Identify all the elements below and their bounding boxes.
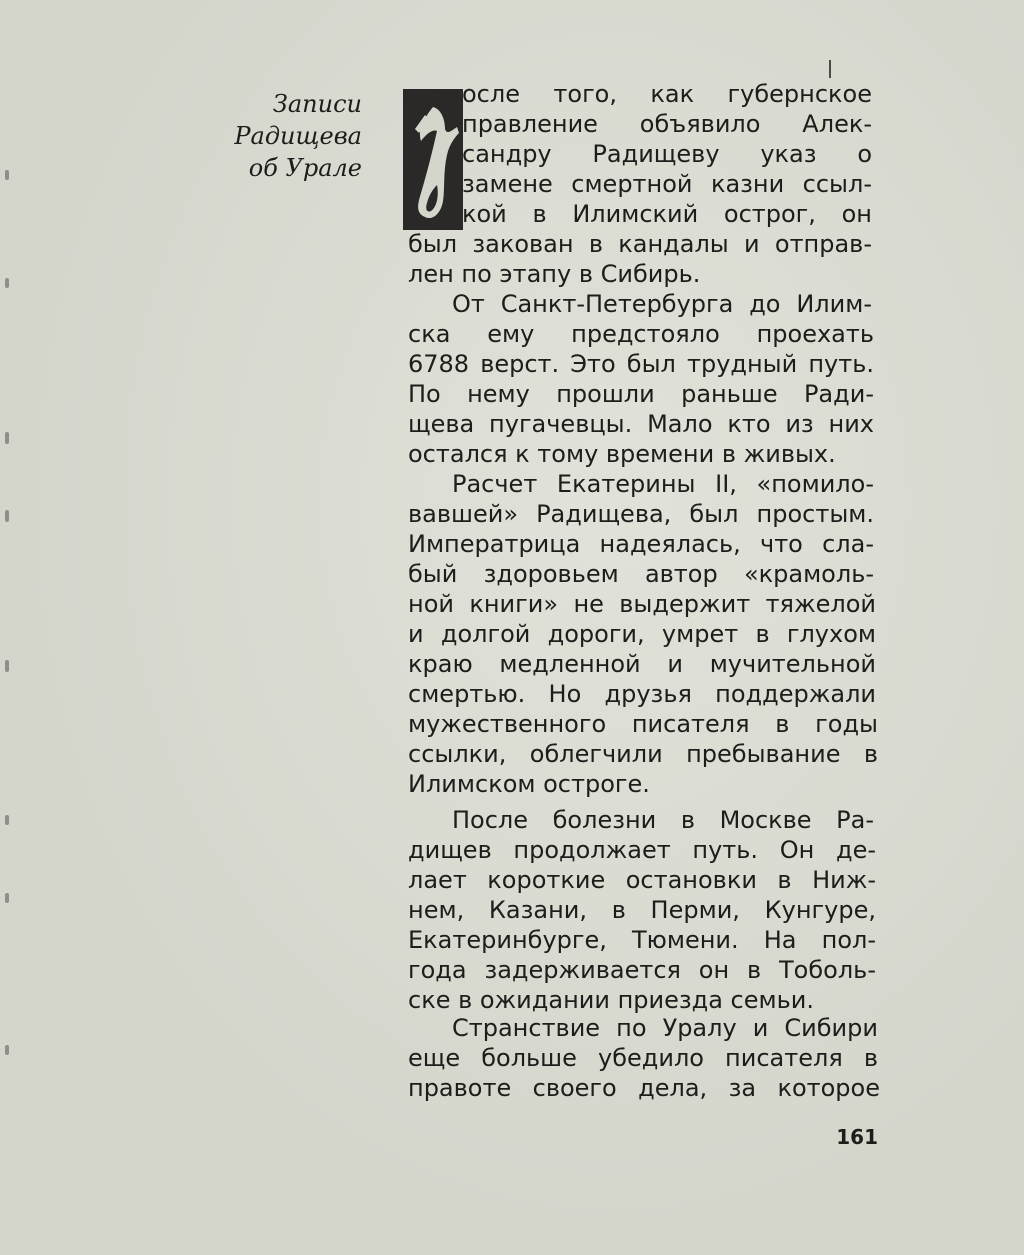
text-line: был закован в кандалы и отправ- bbox=[408, 230, 872, 258]
text-line: сандру Радищеву указ о bbox=[462, 140, 872, 168]
binding-mark bbox=[5, 432, 9, 444]
text-line: От Санкт-Петербурга до Илим- bbox=[452, 290, 872, 318]
text-line: дищев продолжает путь. Он де- bbox=[408, 836, 876, 864]
text-line: лает короткие остановки в Ниж- bbox=[408, 866, 876, 894]
text-line: краю медленной и мучительной bbox=[408, 650, 876, 678]
text-line: правоте своего дела, за которое bbox=[408, 1074, 880, 1102]
binding-mark bbox=[5, 170, 9, 180]
text-line: остался к тому времени в живых. bbox=[408, 440, 836, 468]
page-number: 161 bbox=[836, 1125, 878, 1149]
text-line: ной книги» не выдержит тяжелой bbox=[408, 590, 876, 618]
binding-mark bbox=[5, 815, 9, 825]
text-line: мужественного писателя в годы bbox=[408, 710, 878, 738]
text-line: правление объявило Алек- bbox=[462, 110, 872, 138]
section-heading-line: Записи bbox=[272, 90, 362, 118]
section-heading-line: Радищева bbox=[234, 122, 362, 150]
text-line: года задерживается он в Тоболь- bbox=[408, 956, 876, 984]
text-line: щева пугачевцы. Мало кто из них bbox=[408, 410, 874, 438]
text-line: и долгой дороги, умрет в глухом bbox=[408, 620, 876, 648]
text-line: вавшей» Радищева, был простым. bbox=[408, 500, 874, 528]
text-line: Императрица надеялась, что сла- bbox=[408, 530, 874, 558]
binding-mark bbox=[5, 510, 9, 522]
text-line: кой в Илимский острог, он bbox=[462, 200, 872, 228]
text-line: лен по этапу в Сибирь. bbox=[408, 260, 701, 288]
text-line: По нему прошли раньше Ради- bbox=[408, 380, 874, 408]
text-line: Расчет Екатерины II, «помило- bbox=[452, 470, 874, 498]
text-line: ске в ожидании приезда семьи. bbox=[408, 986, 814, 1014]
text-line: смертью. Но друзья поддержали bbox=[408, 680, 876, 708]
section-heading-line: об Урале bbox=[248, 154, 362, 182]
text-line: После болезни в Москве Ра- bbox=[452, 806, 874, 834]
text-line: бый здоровьем автор «крамоль- bbox=[408, 560, 874, 588]
text-line: Странствие по Уралу и Сибири bbox=[452, 1014, 878, 1042]
text-line: замене смертной казни ссыл- bbox=[462, 170, 872, 198]
binding-mark bbox=[5, 278, 9, 288]
text-line: еще больше убедило писателя в bbox=[408, 1044, 878, 1072]
section-heading bbox=[190, 88, 362, 184]
print-mark bbox=[829, 60, 831, 78]
text-line: осле того, как губернское bbox=[462, 80, 872, 108]
text-line: ссылки, облегчили пребывание в bbox=[408, 740, 878, 768]
text-line: Екатеринбурге, Тюмени. На пол- bbox=[408, 926, 876, 954]
text-line: Илимском остроге. bbox=[408, 770, 650, 798]
text-line: 6788 верст. Это был трудный путь. bbox=[408, 350, 874, 378]
binding-mark bbox=[5, 893, 9, 903]
binding-mark bbox=[5, 1045, 9, 1055]
text-line: нем, Казани, в Перми, Кунгуре, bbox=[408, 896, 876, 924]
text-line: ска ему предстояло проехать bbox=[408, 320, 874, 348]
binding-mark bbox=[5, 660, 9, 672]
dropcap-initial bbox=[403, 89, 463, 230]
dropcap-letter-icon bbox=[403, 89, 463, 230]
